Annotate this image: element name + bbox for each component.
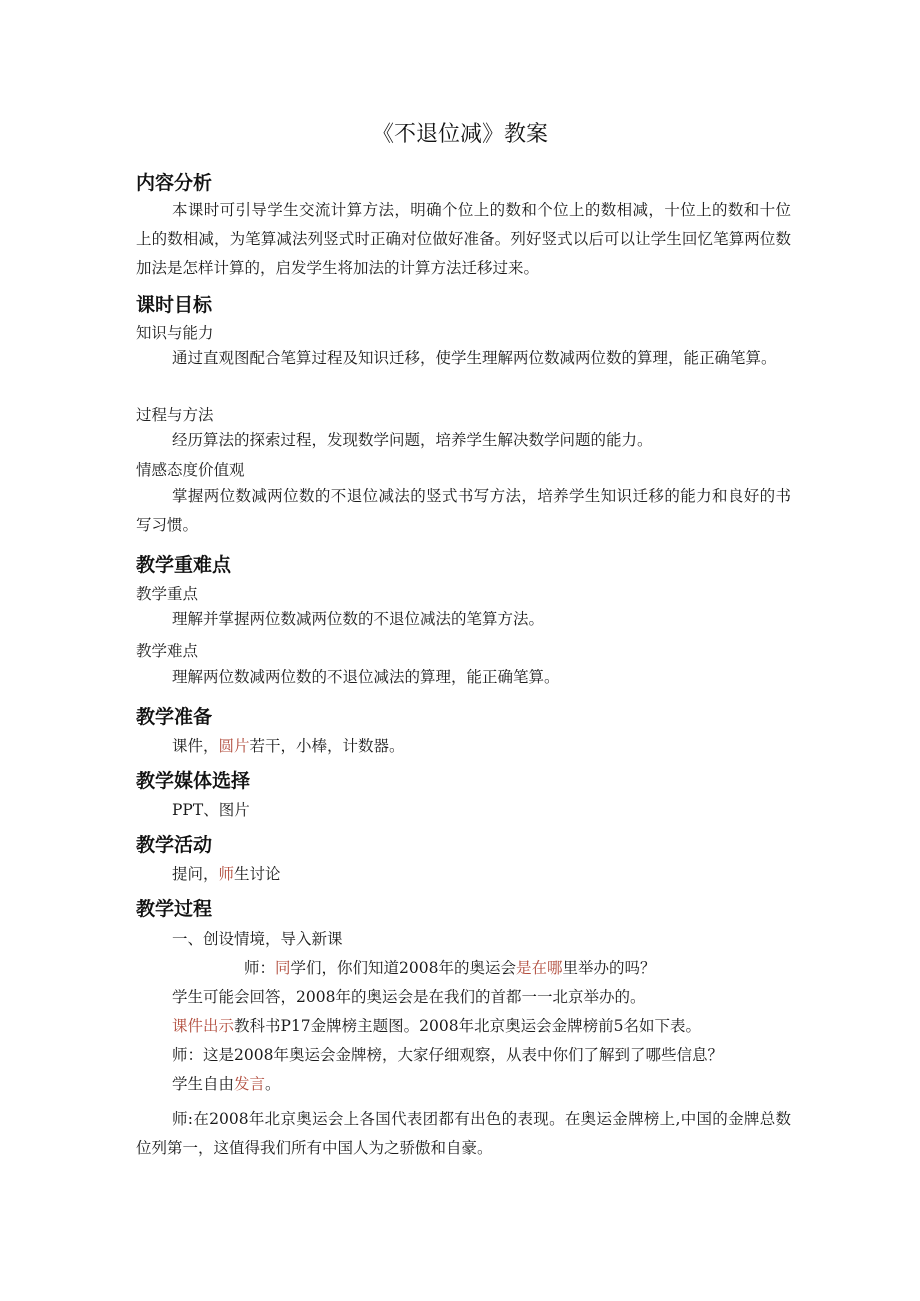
document-title: 《不退位减》教案 (371, 122, 548, 147)
preparation-text (172, 734, 405, 756)
heading-media: 教学媒体选择 (136, 770, 251, 792)
process-line-1-highlight-2: 是在哪 (515, 959, 563, 977)
activity-text-b: 生讨论 (234, 865, 281, 883)
key-point-text: 理解并掌握两位数减两位数的不退位减法的笔算方法。 (172, 610, 545, 628)
heading-objectives: 课时目标 (136, 294, 213, 316)
process-line-5-highlight: 发言 (234, 1075, 266, 1093)
process-line-5 (172, 1072, 281, 1094)
heading-key-points: 教学重难点 (136, 554, 232, 576)
process-line-3-b: 教科书P17金牌榜主题图。2008年北京奥运会金牌榜前5名如下表。 (234, 1017, 701, 1035)
label-emotion: 情感态度价值观 (136, 461, 245, 479)
process-line-1-a: 师： (244, 959, 276, 977)
process-line-1-b: 学们，你们知道2008年的奥运会 (290, 959, 516, 977)
process-line-6: 师:在2008年北京奥运会上各国代表团都有出色的表现。在奥运金牌榜上,中国的金牌总数位列第一，这值得我们所有中国人为之骄傲和自豪。 (136, 1110, 791, 1157)
preparation-text-b: 若干，小棒，计数器。 (249, 737, 405, 755)
preparation-text-a: 课件， (172, 737, 219, 755)
process-line-3 (172, 1014, 701, 1036)
label-knowledge: 知识与能力 (136, 324, 214, 342)
process-line-1-highlight-1: 同 (275, 959, 291, 977)
heading-process: 教学过程 (136, 898, 213, 920)
process-line-1 (244, 956, 656, 978)
label-process-method: 过程与方法 (136, 406, 214, 424)
process-method-text: 经历算法的探索过程，发现数学问题，培养学生解决数学问题的能力。 (172, 431, 653, 449)
label-key-point: 教学重点 (136, 585, 199, 603)
process-line-4: 师：这是2008年奥运会金牌榜，大家仔细观察，从表中你们了解到了哪些信息？ (172, 1046, 723, 1064)
emotion-text: 掌握两位数减两位数的不退位减法的竖式书写方法，培养学生知识迁移的能力和良好的书写习惯。 (136, 487, 791, 534)
label-difficult-point: 教学难点 (136, 642, 199, 660)
process-step-1: 一、创设情境，导入新课 (172, 930, 343, 948)
process-line-3-highlight: 课件出示 (172, 1017, 235, 1035)
activity-text-highlight: 师 (218, 865, 235, 883)
difficult-point-text: 理解两位数减两位数的不退位减法的算理，能正确笔算。 (172, 668, 560, 686)
preparation-text-highlight: 圆片 (218, 737, 250, 755)
heading-preparation: 教学准备 (136, 706, 213, 728)
process-line-5-b: 。 (265, 1075, 281, 1093)
heading-activity: 教学活动 (136, 834, 213, 856)
activity-text-a: 提问， (172, 865, 219, 883)
knowledge-text: 通过直观图配合笔算过程及知识迁移，使学生理解两位数减两位数的算理，能正确笔算。 (172, 349, 777, 367)
heading-content-analysis: 内容分析 (136, 172, 213, 194)
process-line-1-c: 里举办的吗？ (562, 959, 656, 977)
content-analysis-text: 本课时可引导学生交流计算方法，明确个位上的数和个位上的数相减，十位上的数和十位上的数相减，为笔算减法列竖式时正确对位做好准备。列好竖式以后可以让学生回忆笔算两位数加法是怎样计算的，启发学生将加法的计算方法迁移过来。 (136, 201, 791, 277)
media-text: PPT、图片 (172, 801, 250, 819)
process-line-2: 学生可能会回答，2008年的奥运会是在我们的首都一一北京举办的。 (172, 988, 646, 1006)
process-line-5-a: 学生自由 (172, 1075, 235, 1093)
activity-text (172, 862, 281, 884)
